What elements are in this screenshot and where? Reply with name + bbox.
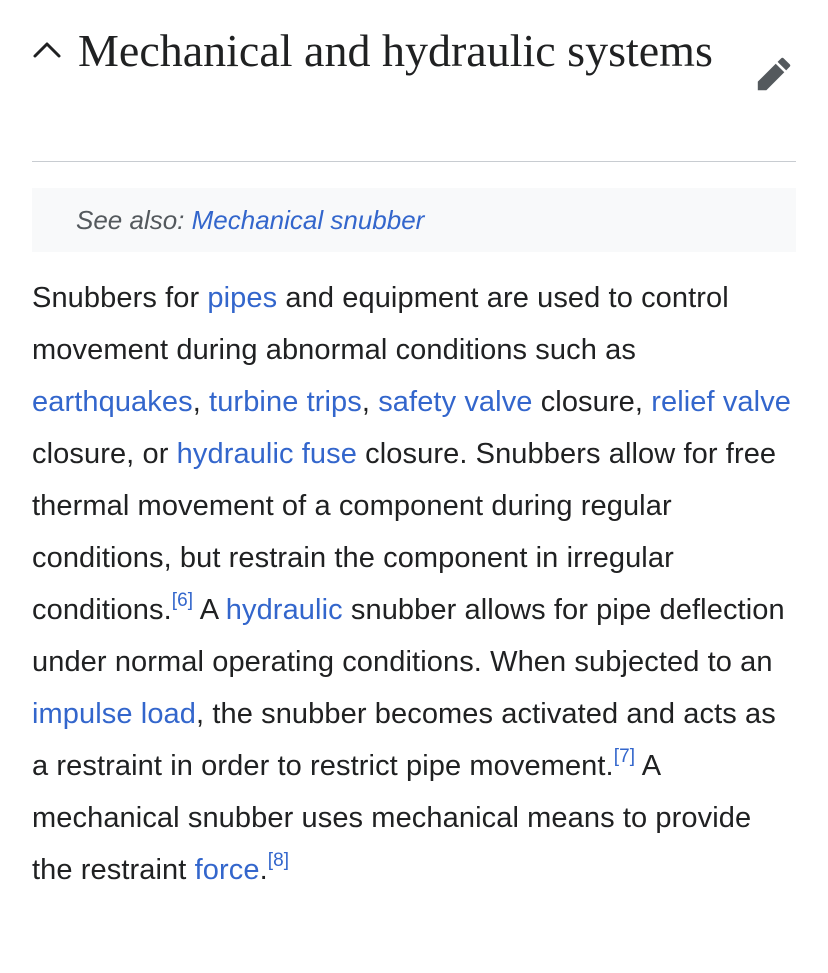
see-also-hatnote <box>32 188 796 252</box>
reference-8 <box>268 850 289 871</box>
text-segment: , the snubber becomes activated and acts as a restraint in order to restrict pipe movement. <box>32 698 776 782</box>
link-relief-valve[interactable]: relief valve <box>651 386 792 418</box>
text-segment: closure. Snubbers allow for free thermal movement of a component during regular conditions, but restrain the component in irregular conditions. <box>32 438 777 626</box>
link-pipes[interactable]: pipes <box>207 282 278 314</box>
text-segment: and equipment are used to control movement during abnormal conditions such as <box>32 282 729 366</box>
chevron-up-icon[interactable] <box>32 40 62 60</box>
reference-6 <box>172 590 193 611</box>
text-segment: , <box>361 386 379 418</box>
text-segment: Snubbers for <box>32 282 208 314</box>
article-paragraph <box>32 272 796 896</box>
text-segment: , <box>192 386 210 418</box>
section-title: Mechanical and hydraulic systems <box>78 25 713 76</box>
link-impulse-load[interactable]: impulse load <box>32 698 197 730</box>
link-turbine-trips[interactable]: turbine trips <box>209 386 362 418</box>
link-hydraulic-fuse[interactable]: hydraulic fuse <box>176 438 357 470</box>
reference-link-7[interactable]: [7] <box>613 746 636 768</box>
link-hydraulic[interactable]: hydraulic <box>225 594 343 626</box>
reference-link-8[interactable]: [8] <box>267 850 290 872</box>
hatnote-prefix: See also: <box>76 205 192 235</box>
text-segment: . <box>259 854 268 886</box>
text-segment: A mechanical snubber uses mechanical means to provide the restraint <box>32 750 752 886</box>
reference-link-6[interactable]: [6] <box>171 590 194 612</box>
link-force[interactable]: force <box>194 854 260 886</box>
text-segment: A <box>193 594 226 626</box>
link-mechanical-snubber[interactable]: Mechanical snubber <box>191 205 425 235</box>
link-earthquakes[interactable]: earthquakes <box>32 386 193 418</box>
pencil-icon[interactable] <box>756 56 792 92</box>
reference-7 <box>614 746 635 767</box>
text-segment: closure, <box>532 386 652 418</box>
text-segment: closure, or <box>32 438 177 470</box>
section-header <box>32 14 796 162</box>
text-segment: snubber allows for pipe deflection under normal operating conditions. When subjected to an <box>32 594 785 678</box>
link-safety-valve[interactable]: safety valve <box>378 386 533 418</box>
